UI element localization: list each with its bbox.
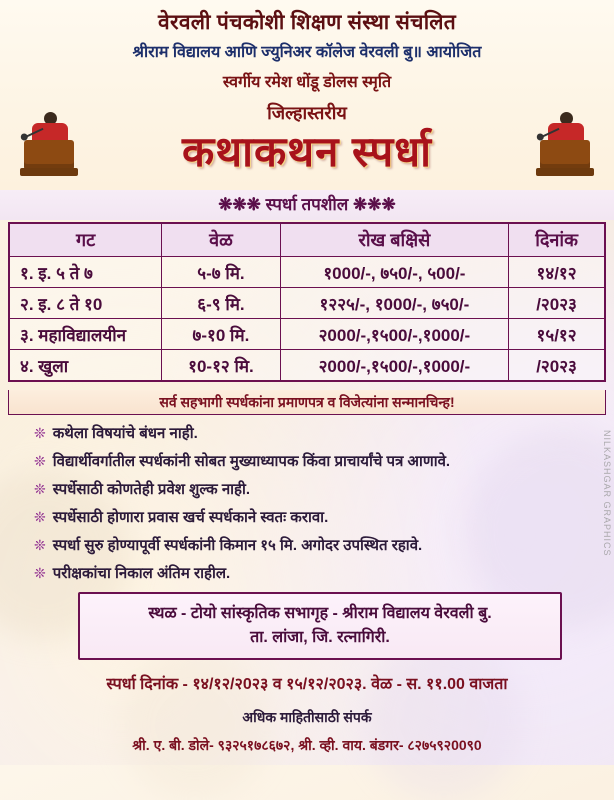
list-item: [34, 452, 584, 471]
cell-group: ३. महाविद्यालयीन: [9, 319, 162, 350]
watermark-text: NILKASHGAR GRAPHICS: [602, 430, 612, 557]
list-item: [34, 536, 584, 555]
venue-line-1: स्थळ - टोयो सांस्कृतिक सभागृह - श्रीराम विद्यालय वेरवली बु.: [148, 605, 492, 622]
event-level: जिल्हास्तरीय: [267, 103, 347, 123]
cell-date: १४/१२: [509, 257, 605, 288]
asterisk-icon: ❊: [34, 537, 46, 553]
cell-group: १. इ. ५ ते ७: [9, 257, 162, 288]
column-header-time: वेळ: [162, 223, 280, 257]
cell-date: /२0२३: [509, 288, 605, 319]
list-item: [34, 480, 584, 499]
rule-text: स्पर्धेसाठी होणारा प्रवास खर्च स्पर्धकाने स्वतः करावा.: [52, 509, 329, 526]
rule-text: स्पर्धेसाठी कोणतेही प्रवेश शुल्क नाही.: [52, 481, 251, 498]
details-subtitle: ❋❋❋ स्पर्धा तपशील ❋❋❋: [0, 190, 614, 220]
rule-text: कथेला विषयांचे बंधन नाही.: [52, 425, 198, 442]
list-item: [34, 564, 584, 583]
cell-date: १५/१२: [509, 319, 605, 350]
rules-list: [34, 424, 584, 592]
cell-prizes: १२२५/-, १000/-, ७५0/-: [280, 288, 508, 319]
table-row: [9, 319, 605, 350]
header-banner: [0, 0, 614, 190]
asterisk-icon: ❊: [34, 565, 46, 581]
cell-time: १0-१२ मि.: [162, 350, 280, 382]
podium-speaker-icon: [534, 110, 596, 180]
page-title: कथाकथन स्पर्धा: [182, 128, 432, 175]
cell-time: ५-७ मि.: [162, 257, 280, 288]
list-item: [34, 424, 584, 443]
podium-speaker-icon: [18, 110, 80, 180]
event-dateline: स्पर्धा दिनांक - १४/१२/२0२३ व १५/१२/२0२३. वेळ - स. ११.00 वाजता: [106, 676, 508, 693]
memorial-line: स्वर्गीय रमेश धोंडू डोलस स्मृति: [222, 74, 392, 91]
competition-details-table: [8, 222, 606, 382]
cell-group: २. इ. ८ ते १0: [9, 288, 162, 319]
table-header-row: [9, 223, 605, 257]
asterisk-icon: ❊: [34, 425, 46, 441]
list-item: [34, 508, 584, 527]
rule-text: स्पर्धा सुरु होण्यापूर्वी स्पर्धकांनी किमान १५ मि. अगोदर उपस्थित रहावे.: [52, 537, 423, 554]
cell-group: ४. खुला: [9, 350, 162, 382]
cell-time: ६-९ मि.: [162, 288, 280, 319]
rule-text: परीक्षकांचा निकाल अंतिम राहील.: [52, 565, 231, 582]
asterisk-icon: ❊: [34, 481, 46, 497]
asterisk-icon: ❊: [34, 453, 46, 469]
cell-prizes: १000/-, ७५0/-, ५00/-: [280, 257, 508, 288]
cell-time: ७-१0 मि.: [162, 319, 280, 350]
cell-date: /२0२३: [509, 350, 605, 382]
venue-box: [78, 592, 562, 660]
column-header-prizes: रोख बक्षिसे: [280, 223, 508, 257]
table-row: [9, 288, 605, 319]
contact-phones: श्री. ए. बी. डोले- ९३२५१७८६७२, श्री. व्ही. वाय. बंडगर- ८२७५९२00९0: [132, 737, 482, 753]
table-row: [9, 350, 605, 382]
column-header-date: दिनांक: [509, 223, 605, 257]
certificate-note: सर्व सहभागी स्पर्धकांना प्रमाणपत्र व विजेत्यांना सन्मानचिन्ह!: [8, 390, 606, 415]
rule-text: विद्यार्थीवर्गातील स्पर्धकांनी सोबत मुख्याध्यापक किंवा प्राचार्यांचे पत्र आणावे.: [52, 453, 451, 470]
venue-line-2: ता. लांजा, जि. रत्नागिरी.: [250, 629, 390, 646]
cell-prizes: २000/-,१५00/-,१000/-: [280, 350, 508, 382]
column-header-group: गट: [9, 223, 162, 257]
contact-label: अधिक माहितीसाठी संपर्क: [242, 709, 372, 725]
cell-prizes: २000/-,१५00/-,१000/-: [280, 319, 508, 350]
asterisk-icon: ❊: [34, 509, 46, 525]
table-row: [9, 257, 605, 288]
school-name: श्रीराम विद्यालय आणि ज्युनिअर कॉलेज वेरवली बु॥ आयोजित: [132, 44, 482, 61]
organisation-name: वेरवली पंचकोशी शिक्षण संस्था संचलित: [157, 11, 457, 34]
